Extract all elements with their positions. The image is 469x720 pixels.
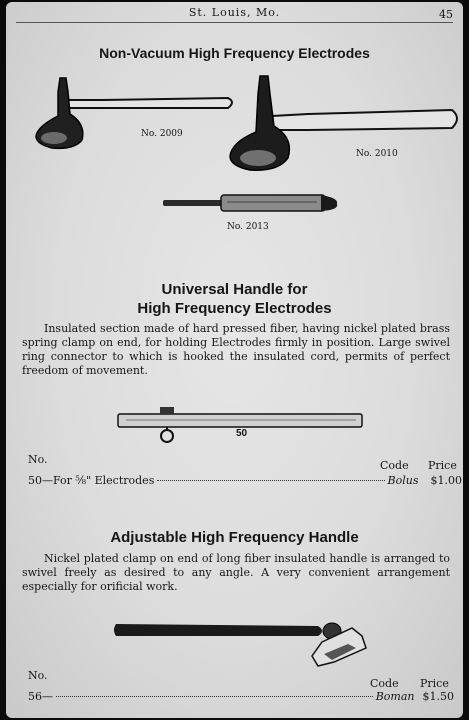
section3-item-description: 56— bbox=[28, 690, 53, 703]
section3-description: Nickel plated clamp on end of long fiber insulated handle is arranged to swivel freely as desired to any angle. A very convenient arrangement especially for orificial work. bbox=[22, 552, 450, 593]
electrode-2010-label: No. 2010 bbox=[356, 149, 398, 159]
page-number: 45 bbox=[439, 8, 453, 21]
section2-price-header: Price bbox=[428, 459, 457, 472]
section3-price-header: Price bbox=[420, 677, 449, 690]
section2-item-code: Bolus bbox=[387, 474, 419, 487]
electrode-2013-label: No. 2013 bbox=[227, 222, 269, 232]
section3-item-row bbox=[28, 690, 454, 703]
electrode-2013-image bbox=[161, 192, 341, 216]
section2-item-price: $1.00 bbox=[430, 474, 462, 487]
leader-dots bbox=[56, 696, 373, 697]
section2-description: Insulated section made of hard pressed fiber, having nickel plated brass spring clamp on end, for holding Electrodes firmly in position. Large swivel ring connector to which is hooked the insulated cord, permits of perfect freedom of movement. bbox=[22, 322, 450, 377]
adjustable-handle-image bbox=[112, 616, 370, 670]
electrode-2009-image bbox=[32, 74, 238, 154]
section2-no-header: No. bbox=[28, 453, 48, 466]
section3-code-header: Code bbox=[370, 677, 399, 690]
section3-item-code: Boman bbox=[375, 690, 415, 703]
header-rule bbox=[16, 22, 453, 23]
section2-item-row bbox=[28, 474, 462, 487]
section2-title-line1: Universal Handle for bbox=[161, 281, 308, 298]
section2-item-description: 50—For ⅝" Electrodes bbox=[28, 474, 155, 487]
section1-title: Non-Vacuum High Frequency Electrodes bbox=[99, 45, 370, 61]
electrode-2010-image bbox=[228, 72, 463, 174]
section2-code-header: Code bbox=[380, 459, 409, 472]
section3-no-header: No. bbox=[28, 669, 48, 682]
universal-handle-number: 50 bbox=[236, 428, 248, 439]
section3-item-price: $1.50 bbox=[422, 690, 454, 703]
header-city: St. Louis, Mo. bbox=[188, 6, 281, 19]
catalog-page bbox=[6, 2, 463, 718]
section2-title-line2: High Frequency Electrodes bbox=[137, 300, 332, 317]
leader-dots bbox=[157, 480, 384, 481]
electrode-2009-label: No. 2009 bbox=[141, 129, 183, 139]
section3-title: Adjustable High Frequency Handle bbox=[110, 529, 359, 546]
